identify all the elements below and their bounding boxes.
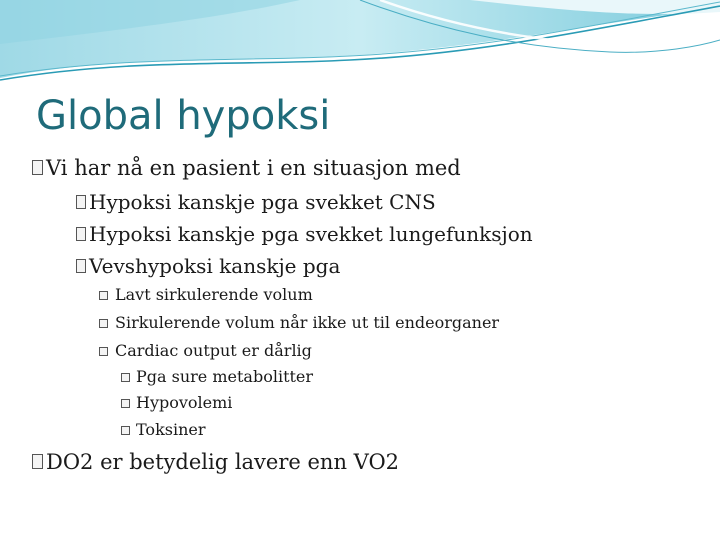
bullet-text: Hypoksi kanskje pga svekket lungefunksjon [89, 222, 533, 246]
bullet-item [76, 190, 436, 214]
slide-title: Global hypoksi [36, 93, 331, 139]
bullet-icon [99, 319, 108, 328]
bullet-icon [121, 399, 130, 408]
bullet-item [32, 156, 461, 180]
bullet-icon [99, 291, 108, 300]
bullet-icon [99, 347, 108, 356]
bullet-item [99, 313, 499, 332]
bullet-icon [32, 160, 43, 175]
bullet-icon [121, 373, 130, 382]
bullet-text: Vi har nå en pasient i en situasjon med [46, 156, 461, 180]
bullet-text: Cardiac output er dårlig [115, 341, 312, 360]
bullet-item [121, 393, 232, 412]
bullet-icon [76, 195, 86, 209]
header-wave-decoration [0, 0, 720, 90]
bullet-text: Pga sure metabolitter [136, 367, 314, 386]
bullet-text: Hypovolemi [136, 393, 233, 412]
bullet-item [32, 450, 399, 474]
bullet-text: Toksiner [136, 420, 206, 439]
bullet-icon [32, 454, 43, 469]
bullet-item [121, 420, 206, 439]
bullet-item [99, 285, 313, 304]
bullet-icon [121, 426, 130, 435]
bullet-item [76, 222, 533, 246]
bullet-icon [76, 227, 86, 241]
bullet-text: DO2 er betydelig lavere enn VO2 [46, 450, 400, 474]
bullet-text: Sirkulerende volum når ikke ut til endeorganer [115, 313, 500, 332]
bullet-item [76, 254, 340, 278]
bullet-icon [76, 259, 86, 273]
bullet-item [99, 341, 312, 360]
bullet-text: Lavt sirkulerende volum [115, 285, 313, 304]
bullet-text: Hypoksi kanskje pga svekket CNS [89, 190, 436, 214]
bullet-text: Vevshypoksi kanskje pga [89, 254, 341, 278]
bullet-item [121, 367, 313, 386]
